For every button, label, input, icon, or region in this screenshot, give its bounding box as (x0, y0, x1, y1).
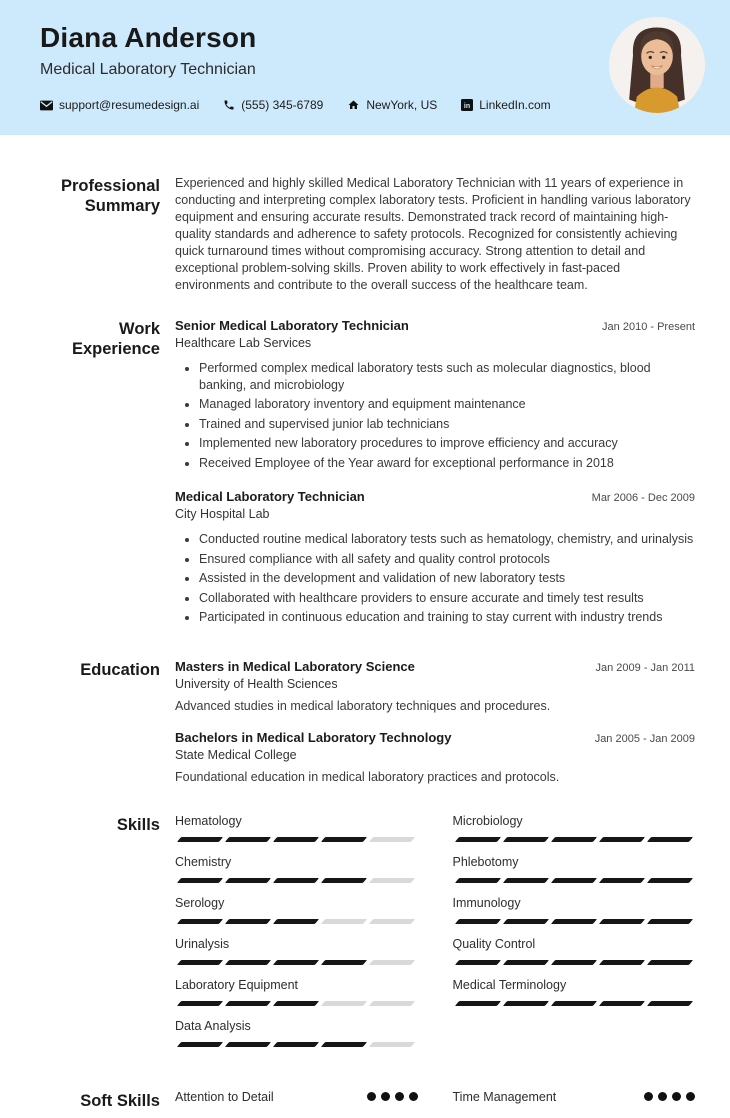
soft-skills-columns (175, 1090, 695, 1118)
skill-level-bar (453, 878, 696, 883)
skill-segment (225, 919, 271, 924)
skill-segment (369, 1001, 415, 1006)
section-label-professional-summary: Professional Summary (60, 177, 160, 215)
contact-item-linkedin[interactable] (461, 98, 550, 112)
soft-skill-dot (686, 1092, 695, 1101)
profile-photo (609, 17, 705, 113)
degree-title-text: Bachelors in Medical Laboratory Technology (175, 729, 452, 745)
skill-segment (369, 878, 415, 883)
home-icon (347, 99, 360, 111)
skill-item (453, 978, 696, 1006)
soft-skill-dot (395, 1092, 404, 1101)
soft-skill-item (453, 1090, 696, 1104)
skill-segment (369, 1042, 415, 1047)
skill-level-bar (175, 1042, 418, 1047)
section-label-soft-skills: Soft Skills (80, 1091, 160, 1110)
skill-name: Hematology (175, 813, 242, 828)
skill-name: Laboratory Equipment (175, 977, 298, 992)
skill-name: Serology (175, 895, 225, 910)
job-bullet: • Ensured compliance with all safety and quality control protocols (199, 551, 695, 568)
skill-segment (647, 1001, 693, 1006)
skill-level-bar (175, 837, 418, 842)
skill-item (453, 855, 696, 883)
skill-item (175, 896, 418, 924)
skill-segment (551, 837, 597, 842)
skill-segment (599, 837, 645, 842)
skill-segment (225, 960, 271, 965)
skill-segment (177, 1042, 223, 1047)
skill-segment (502, 919, 548, 924)
degree-description: Advanced studies in medical laboratory techniques and procedures. (175, 698, 551, 713)
svg-text:in: in (464, 103, 471, 110)
skill-segment (321, 919, 367, 924)
skill-segment (454, 919, 500, 924)
linkedin-icon (461, 99, 473, 111)
job-entry (175, 318, 695, 471)
skill-segment (177, 878, 223, 883)
soft-skills-column (453, 1090, 696, 1118)
skill-segment (321, 1042, 367, 1047)
skill-segment (454, 878, 500, 883)
contact-item-home[interactable] (347, 98, 437, 112)
skill-segment (225, 1042, 271, 1047)
email-icon (40, 100, 53, 111)
soft-skill-dot (658, 1092, 667, 1101)
skill-segment (599, 1001, 645, 1006)
skill-segment (177, 960, 223, 965)
skill-segment (225, 1001, 271, 1006)
job-title-text: Senior Medical Laboratory Technician (175, 318, 409, 333)
soft-skill-item (175, 1090, 418, 1104)
section-label-work-experience: Work Experience (71, 320, 160, 358)
skill-segment (647, 878, 693, 883)
skill-name: Microbiology (452, 813, 523, 828)
skill-level-bar (175, 1001, 418, 1006)
job-company: Healthcare Lab Services (175, 336, 312, 350)
skill-segment (599, 878, 645, 883)
skill-segment (225, 837, 271, 842)
skill-level-bar (453, 960, 696, 965)
degree-title-text: Masters in Medical Laboratory Science (175, 658, 415, 674)
skill-level-bar (175, 960, 418, 965)
skill-segment (225, 878, 271, 883)
soft-skill-name: Attention to Detail (175, 1089, 274, 1104)
degree-dates: Jan 2005 - Jan 2009 (594, 732, 695, 745)
skill-segment (321, 878, 367, 883)
skill-segment (454, 837, 500, 842)
degree-description: Foundational education in medical laboratory practices and protocols. (175, 769, 560, 784)
job-title-text: Medical Laboratory Technician (175, 489, 365, 504)
jobs-list (175, 318, 695, 629)
skill-segment (647, 919, 693, 924)
skill-segment (369, 960, 415, 965)
soft-skill-dot (409, 1092, 418, 1101)
skill-segment (273, 919, 319, 924)
job-bullet: • Implemented new laboratory procedures to improve efficiency and accuracy (199, 435, 695, 452)
job-bullet: • Collaborated with healthcare providers to ensure accurate and timely test results (199, 590, 695, 607)
avatar-illustration (609, 17, 705, 113)
contact-text: NewYork, US (366, 98, 438, 112)
skill-segment (551, 878, 597, 883)
job-entry (175, 489, 695, 626)
skill-segment (502, 878, 548, 883)
job-bullet: • Performed complex medical laboratory tests such as molecular diagnostics, blood banking, and microbiology (199, 360, 695, 393)
phone-icon (223, 99, 235, 111)
degree-header (175, 659, 695, 674)
degree-entry (175, 659, 695, 713)
job-bullets (175, 531, 695, 626)
soft-skill-dots (367, 1092, 418, 1101)
job-header (175, 489, 695, 504)
header (0, 0, 730, 135)
job-company: City Hospital Lab (175, 507, 270, 521)
skill-name: Urinalysis (175, 936, 230, 951)
skill-item (175, 814, 418, 842)
skill-item (175, 1019, 418, 1047)
skill-name: Quality Control (452, 936, 536, 951)
section-label-skills: Skills (116, 815, 160, 834)
skill-item (175, 978, 418, 1006)
person-job-title: Medical Laboratory Technician (40, 61, 256, 78)
skill-segment (551, 919, 597, 924)
job-bullet: • Trained and supervised junior lab technicians (199, 416, 695, 433)
skill-segment (177, 919, 223, 924)
section-label-education: Education (80, 660, 160, 679)
education-list (175, 659, 695, 784)
degree-school: State Medical College (175, 747, 297, 762)
skill-level-bar (453, 1001, 696, 1006)
summary-text: Experienced and highly skilled Medical Laboratory Technician with 11 years of experience in conducting and interpreting complex laboratory tests. Proficient in handling various laboratory equipment and ensuring accurate results. Demonstrated track record of maintaining high-quality standards and adherence to safety protocols. Recognized for consistently achieving quick turnaround times without compromising accuracy. Strong attention to detail and exceptional problem-solving skills. Proven ability to work effectively in fast-paced environments and contribute to the overall success of the healthcare team. (175, 176, 691, 292)
soft-skill-dot (367, 1092, 376, 1101)
contact-item-email[interactable] (40, 98, 199, 112)
degree-header (175, 730, 695, 745)
soft-skills-column (175, 1090, 418, 1118)
section-soft-skills (40, 1090, 695, 1118)
skill-item (175, 937, 418, 965)
skill-segment (273, 1042, 319, 1047)
job-bullet: • Conducted routine medical laboratory tests such as hematology, chemistry, and urinalysis (199, 531, 695, 548)
contact-text: (555) 345-6789 (241, 98, 324, 112)
skill-name: Immunology (452, 895, 521, 910)
skills-columns (175, 814, 695, 1060)
skill-segment (321, 837, 367, 842)
skill-segment (454, 1001, 500, 1006)
soft-skill-dots (644, 1092, 695, 1101)
soft-skill-dot (381, 1092, 390, 1101)
degree-dates: Jan 2009 - Jan 2011 (595, 661, 695, 674)
soft-skill-name: Time Management (452, 1089, 557, 1104)
skill-level-bar (175, 878, 418, 883)
soft-skill-dot (672, 1092, 681, 1101)
skill-segment (454, 960, 500, 965)
skills-column (175, 814, 418, 1060)
job-dates: Mar 2006 - Dec 2009 (591, 492, 695, 504)
skill-item (175, 855, 418, 883)
section-work-experience (40, 318, 695, 629)
skill-name: Chemistry (175, 854, 232, 869)
job-bullets (175, 360, 695, 471)
job-bullet: • Received Employee of the Year award for exceptional performance in 2018 (199, 455, 695, 472)
skills-column (453, 814, 696, 1060)
skill-segment (551, 960, 597, 965)
job-bullet: • Managed laboratory inventory and equipment maintenance (199, 396, 695, 413)
section-skills (40, 814, 695, 1060)
job-bullet: • Participated in continuous education and training to stay current with industry trends (199, 609, 695, 626)
soft-skill-dot (644, 1092, 653, 1101)
skill-segment (273, 878, 319, 883)
skill-segment (273, 960, 319, 965)
skill-segment (321, 1001, 367, 1006)
skill-segment (551, 1001, 597, 1006)
skill-segment (502, 1001, 548, 1006)
skill-level-bar (453, 837, 696, 842)
skill-item (453, 937, 696, 965)
skill-name: Phlebotomy (452, 854, 519, 869)
skill-segment (321, 960, 367, 965)
person-name: Diana Anderson (40, 22, 257, 53)
skill-segment (177, 1001, 223, 1006)
skill-segment (502, 837, 548, 842)
degree-entry (175, 730, 695, 784)
resume-body (0, 135, 730, 1118)
skill-item (453, 896, 696, 924)
skill-level-bar (175, 919, 418, 924)
skill-segment (599, 919, 645, 924)
skill-name: Medical Terminology (452, 977, 567, 992)
skill-segment (273, 1001, 319, 1006)
job-header (175, 318, 695, 333)
degree-school: University of Health Sciences (175, 676, 338, 691)
skill-level-bar (453, 919, 696, 924)
job-bullet: • Assisted in the development and validation of new laboratory tests (199, 570, 695, 587)
skill-item (453, 814, 696, 842)
section-professional-summary (40, 175, 695, 294)
skill-segment (647, 837, 693, 842)
section-education (40, 659, 695, 784)
skill-name: Data Analysis (175, 1018, 251, 1033)
skill-segment (369, 919, 415, 924)
job-dates: Jan 2010 - Present (602, 321, 695, 333)
skill-segment (273, 837, 319, 842)
skill-segment (647, 960, 693, 965)
contact-text: support@resumedesign.ai (59, 98, 200, 112)
contact-text: LinkedIn.com (479, 98, 551, 112)
skill-segment (177, 837, 223, 842)
skill-segment (369, 837, 415, 842)
skill-segment (599, 960, 645, 965)
contact-item-phone[interactable] (223, 98, 323, 112)
contact-row (40, 98, 590, 112)
skill-segment (502, 960, 548, 965)
